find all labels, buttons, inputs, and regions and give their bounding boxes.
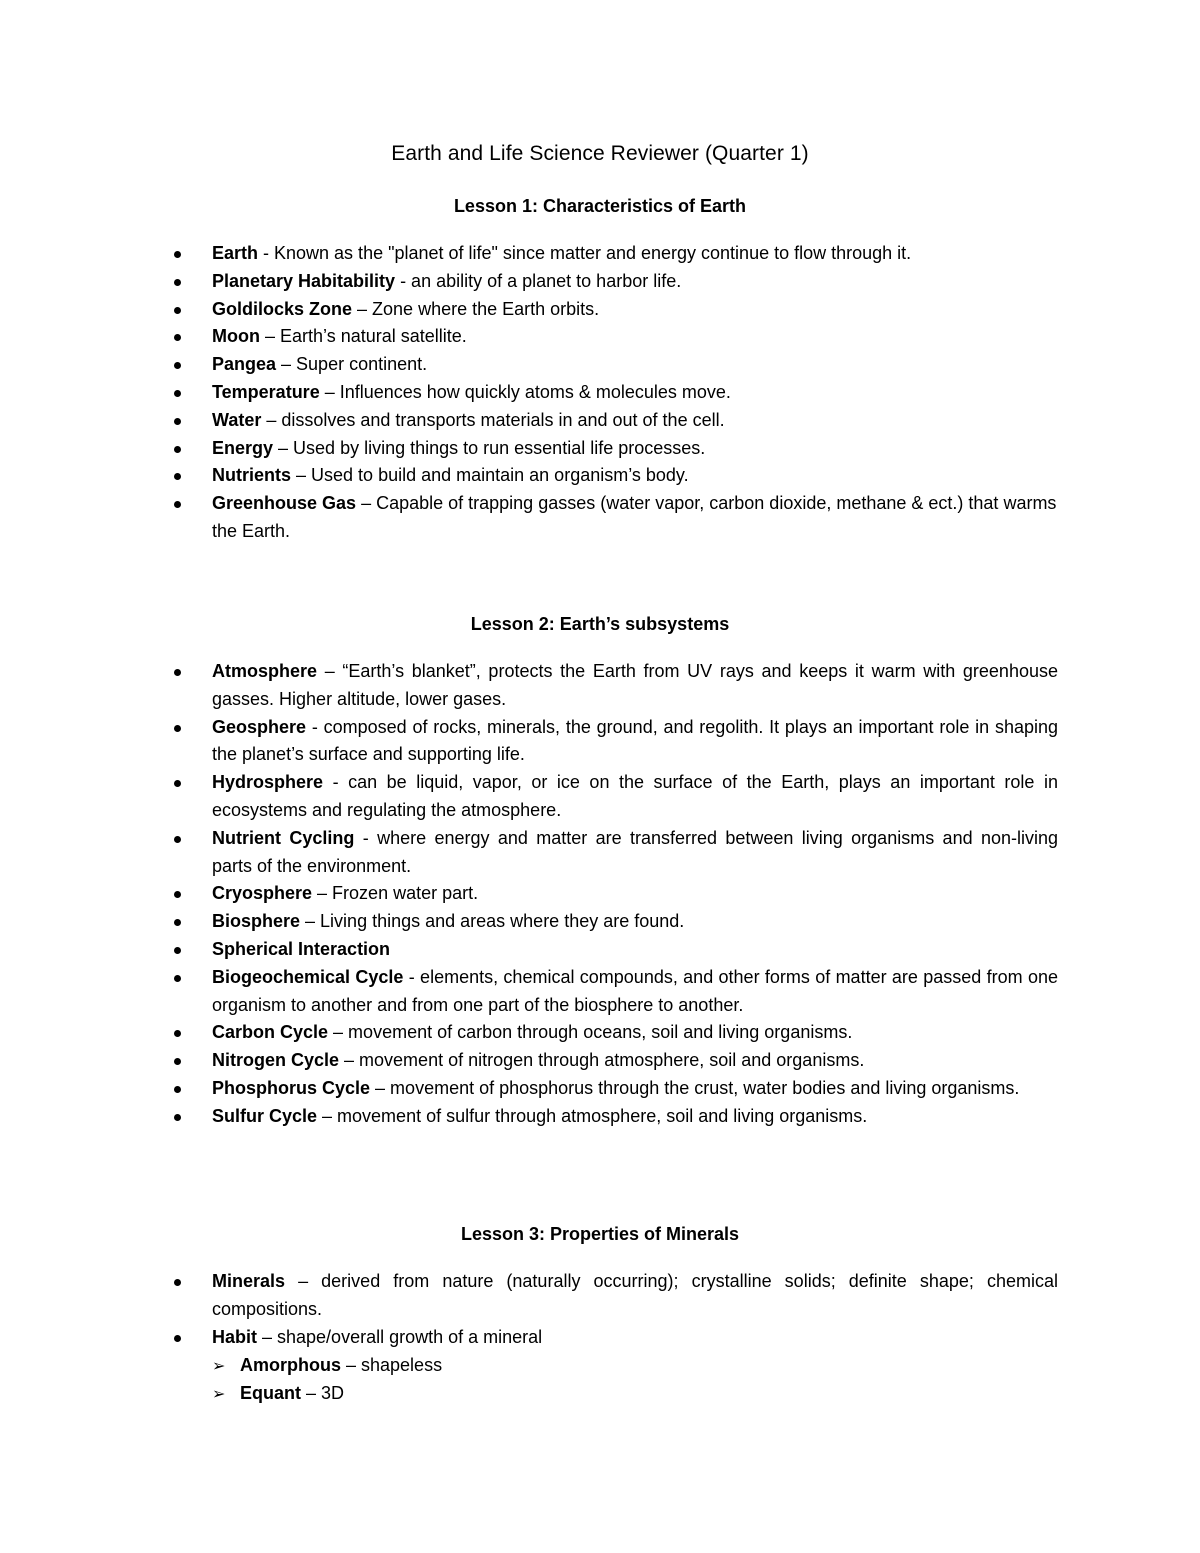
list-item xyxy=(170,880,1058,908)
item-term: Hydrosphere xyxy=(212,772,324,793)
item-term: Atmosphere xyxy=(212,661,318,681)
item-definition: - Known as the "planet of life" since matter and energy continue to flow through it. xyxy=(258,243,912,263)
list-item xyxy=(170,1075,1058,1103)
bullet-icon xyxy=(174,947,181,954)
item-term: Sulfur Cycle xyxy=(212,1105,318,1126)
bullet-icon xyxy=(174,251,181,258)
list-item xyxy=(170,769,1058,825)
lesson-3-heading: Lesson 3: Properties of Minerals xyxy=(460,1224,740,1244)
list-item xyxy=(170,462,1058,490)
bullet-icon xyxy=(174,473,181,480)
item-definition: – Influences how quickly atoms & molecules move. xyxy=(319,381,731,402)
item-term: Phosphorus Cycle xyxy=(212,1077,371,1098)
item-term: Pangea xyxy=(212,354,277,375)
item-definition: – movement of nitrogen through atmosphere, soil and organisms. xyxy=(339,1050,865,1071)
list-item xyxy=(170,379,1058,407)
item-term: Earth xyxy=(212,243,259,263)
item-term: Equant xyxy=(240,1382,301,1403)
item-term: Greenhouse Gas xyxy=(212,493,357,514)
item-definition: – Zone where the Earth orbits. xyxy=(352,298,600,319)
bullet-icon xyxy=(174,418,181,425)
lesson-3-sublist xyxy=(170,1352,1058,1408)
item-term: Energy xyxy=(212,437,274,458)
item-definition: – shapeless xyxy=(341,1355,443,1375)
arrow-bullet-icon: ➢ xyxy=(212,1383,226,1403)
bullet-icon xyxy=(174,501,181,508)
list-item xyxy=(170,1268,1058,1324)
bullet-icon xyxy=(174,669,181,676)
item-definition: – “Earth’s blanket”, protects the Earth from UV rays and keeps it warm with greenhouse gasses. Higher altitude, lower gases. xyxy=(212,661,1058,709)
bullet-icon xyxy=(174,1086,181,1093)
item-definition: – movement of sulfur through atmosphere, soil and living organisms. xyxy=(317,1105,868,1126)
list-item xyxy=(170,964,1058,1020)
lesson-3-list xyxy=(170,1268,1058,1351)
bullet-icon xyxy=(174,307,181,314)
bullet-icon xyxy=(174,390,181,397)
item-definition: – Earth’s natural satellite. xyxy=(259,326,467,347)
bullet-icon xyxy=(174,446,181,453)
bullet-icon xyxy=(174,1030,181,1037)
item-term: Cryosphere xyxy=(212,883,313,904)
item-term: Habit xyxy=(212,1326,257,1347)
list-item xyxy=(170,658,1058,714)
list-item xyxy=(170,908,1058,936)
item-definition: – derived from nature (naturally occurring); crystalline solids; definite shape; chemical compositions. xyxy=(212,1271,1058,1319)
list-item xyxy=(170,407,1058,435)
lesson-1-list xyxy=(170,240,1058,546)
list-item xyxy=(170,296,1058,324)
list-item xyxy=(170,268,1058,296)
item-term: Biosphere xyxy=(212,911,301,932)
bullet-icon xyxy=(174,725,181,732)
item-definition: – Super continent. xyxy=(276,354,428,375)
item-definition: – movement of phosphorus through the crust, water bodies and living organisms. xyxy=(370,1077,1020,1098)
list-item xyxy=(170,435,1058,463)
item-definition: – Frozen water part. xyxy=(312,883,479,904)
item-term: Nitrogen Cycle xyxy=(212,1050,340,1071)
bullet-icon xyxy=(174,919,181,926)
bullet-icon xyxy=(174,836,181,843)
item-term: Carbon Cycle xyxy=(212,1022,329,1043)
item-definition: – Used by living things to run essential life processes. xyxy=(273,437,706,458)
item-definition: - composed of rocks, minerals, the ground, and regolith. It plays an important role in shaping the planet’s surface and supporting life. xyxy=(212,716,1058,765)
sub-list-item xyxy=(170,1352,1058,1380)
item-definition: – Living things and areas where they are found. xyxy=(300,911,685,932)
item-definition: – dissolves and transports materials in and out of the cell. xyxy=(261,409,725,430)
bullet-icon xyxy=(174,1114,181,1121)
list-item xyxy=(170,1047,1058,1075)
item-term: Biogeochemical Cycle xyxy=(212,966,404,987)
list-item xyxy=(170,323,1058,351)
list-item xyxy=(170,1103,1058,1131)
item-definition: - can be liquid, vapor, or ice on the surface of the Earth, plays an important role in ecosystems and regulating the atmosphere. xyxy=(212,772,1058,820)
lesson-1-heading: Lesson 1: Characteristics of Earth xyxy=(453,196,747,216)
bullet-icon xyxy=(174,1335,181,1342)
item-definition: – 3D xyxy=(301,1382,345,1403)
list-item xyxy=(170,825,1058,881)
bullet-icon xyxy=(174,780,181,787)
item-term: Amorphous xyxy=(240,1355,341,1375)
item-term: Planetary Habitability xyxy=(212,270,396,291)
lesson-2-list xyxy=(170,658,1058,1131)
arrow-bullet-icon: ➢ xyxy=(212,1356,226,1375)
bullet-icon xyxy=(174,362,181,369)
item-definition: - an ability of a planet to harbor life. xyxy=(395,270,682,291)
bullet-icon xyxy=(174,1279,181,1286)
item-definition: – Used to build and maintain an organism’s body. xyxy=(291,465,689,486)
item-term: Temperature xyxy=(212,381,320,402)
item-term: Nutrients xyxy=(212,465,292,486)
list-item xyxy=(170,1019,1058,1047)
bullet-icon xyxy=(174,334,181,341)
item-definition: – Capable of trapping gasses (water vapor, carbon dioxide, methane & ect.) that warms the Earth. xyxy=(212,493,1057,541)
bullet-icon xyxy=(174,975,181,982)
item-term: Water xyxy=(212,409,262,430)
item-definition: - elements, chemical compounds, and other forms of matter are passed from one organism to another and from one part of the biosphere to another. xyxy=(212,966,1058,1015)
item-term: Goldilocks Zone xyxy=(212,298,353,319)
bullet-icon xyxy=(174,1058,181,1065)
document-title: Earth and Life Science Reviewer (Quarter 1) xyxy=(391,142,809,165)
item-term: Nutrient Cycling xyxy=(212,827,355,848)
item-definition: – movement of carbon through oceans, soil and living organisms. xyxy=(328,1022,853,1043)
item-term: Spherical Interaction xyxy=(212,938,391,959)
item-term: Moon xyxy=(212,326,260,347)
list-item xyxy=(170,1324,1058,1352)
lesson-2-heading: Lesson 2: Earth’s subsystems xyxy=(470,614,730,634)
item-definition: – shape/overall growth of a mineral xyxy=(257,1326,543,1347)
bullet-icon xyxy=(174,891,181,898)
list-item xyxy=(170,490,1058,546)
list-item xyxy=(170,351,1058,379)
list-item xyxy=(170,714,1058,770)
item-term: Geosphere xyxy=(212,716,307,737)
list-item xyxy=(170,936,1058,964)
item-definition: - where energy and matter are transferred between living organisms and non-living parts of the environment. xyxy=(212,827,1058,876)
item-term: Minerals xyxy=(212,1271,286,1291)
bullet-icon xyxy=(174,279,181,286)
list-item xyxy=(170,240,1058,268)
sub-list-item xyxy=(170,1380,1058,1408)
